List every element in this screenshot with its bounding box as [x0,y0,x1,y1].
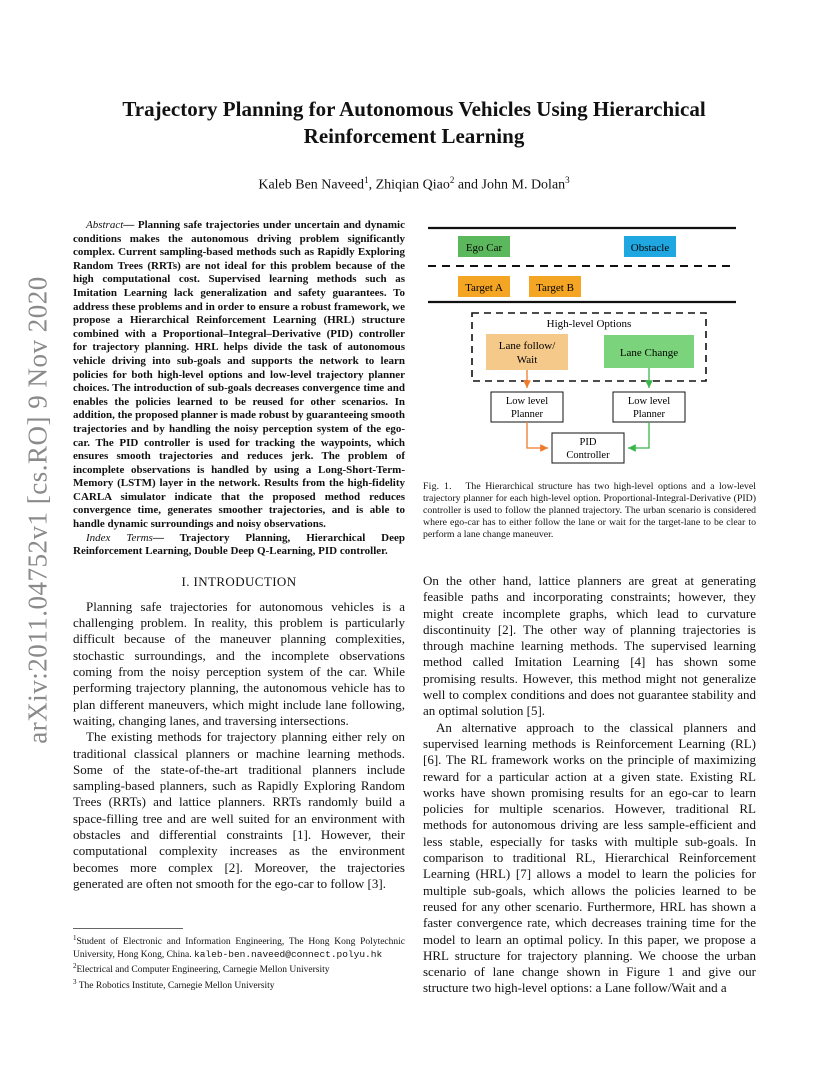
paragraph: An alternative approach to the classical planners and supervised learning methods is Reinforcement Learning (RL) [6]. The RL framework works on the principle of maximizing reward for a particular action at a given state. Existing RL works have shown promising results for an ego-car to learn policies for multiple scenarios. However, traditional RL methods for autonomous driving are less sample-efficient and less stable, especially for tasks with multiple sub-goals. In comparison to traditional RL, Hierarchical Reinforcement Learning (HRL) [7] allows a model to learn the policies for multiple sub-goals, which allows the policies learned to be reused for any other scenario. Furthermore, HRL has shown a faster convergence rate, which decreases training time for the model to learn an optimal policy. In this paper, we propose a HRL structure for trajectory planning. We choose the urban scenario of lane change shown in Figure 1 and give our structure two high-level options: a Lane follow/Wait and a [423,719,756,996]
arrow-right-to-pid [628,422,649,448]
author-affiliation: 2 [449,175,455,185]
right-column [423,573,756,997]
author-separator: , [368,177,376,193]
pid-line1: PID [579,437,597,448]
target-b-box [529,276,581,297]
footnote-marker: 2 [73,962,77,971]
paragraph: The existing methods for trajectory planning either rely on traditional classical planners or machine learning methods. Some of the state-of-the-art traditional planners include sampling-based planners, such as Rapidly Exploring Random Trees (RRTs) and lattice planners. RRTs randomly build a space-filling tree and are well suited for an environment with obstacles and differential constraints [1]. However, their computational complexity increases as the environment becomes more complex [2]. Moreover, the trajectories generated are often not smooth for the ego-car to follow [3]. [73,729,405,891]
pid-controller-box [552,433,624,463]
target-b-label: Target B [536,282,574,294]
abstract-text: Planning safe trajectories under uncertain and dynamic conditions makes the autonomous driving problem significantly complex. Current sampling-based methods such as Rapidly Exploring Random Trees (RRTs) are not ideal for this problem because of the high computational cost. Supervised learning methods such as Imitation Learning lack generalization and safety guarantees. To address these problems and in order to ensure a robust framework, we propose a Hierarchical Reinforcement Learning (HRL) structure combined with a Proportional–Integral–Derivative (PID) controller for trajectory planning. HRL helps divide the task of autonomous vehicle driving into sub-goals and supports the network to learn policies for both high-level options and low-level trajectory planner choices. The introduction of sub-goals decreases convergence time and enables the policies learned to be reused for other scenarios. In addition, the proposed planner is made robust by guaranteeing smooth trajectories and by handling the noisy perception system of the ego-car. The PID controller is used for tracking the waypoints, which ensures smooth trajectories and reduces jerk. The problem of incomplete observations is handled by using a Long-Short-Term-Memory (LSTM) layer in the network. Results from the high-fidelity CARLA simulator indicate that the proposed method reduces convergence time, generates smoother trajectories, and is able to handle dynamic surroundings and noisy observations. [73,219,405,531]
high-level-options-label: High-level Options [546,318,632,330]
arrow-left-to-pid [527,422,548,448]
footnote-2 [73,961,405,977]
target-a-label: Target A [465,282,503,294]
paragraph: Planning safe trajectories for autonomous vehicles is a challenging problem. In reality, this problem is particularly difficult because of the maneuver planning complexities, stochastic surroundings, and the incomplete observations coming from the noisy perception system of the car. While performing trajectory planning, the autonomous vehicle has to plan different maneuvers, which might include lane following, waiting, changing lanes, and traversing intersections. [73,598,405,728]
planner-right-line1: Low level [627,396,671,407]
left-body [73,599,405,892]
lane-change-label: Lane Change [619,347,679,359]
figure-caption [423,481,756,541]
footnote-text: The Robotics Institute, Carnegie Mellon University [78,981,275,992]
author-affiliation: 3 [565,175,570,185]
authors [80,171,748,195]
author-name: Zhiqian Qiao [375,177,450,193]
author-separator: and [454,177,482,193]
ego-car-box [458,236,510,257]
caption-label: Fig. 1. [423,481,452,492]
abstract [73,219,405,532]
index-terms-dash: — [152,531,180,544]
lane-follow-box [486,334,568,370]
author-name: Kaleb Ben Naveed [258,177,365,193]
lane-change-box [604,335,694,368]
obstacle-label: Obstacle [630,242,670,254]
hierarchy-diagram [428,222,750,472]
footnote-text: Electrical and Computer Engineering, Carnegie Mellon University [76,965,330,976]
footnotes [73,928,405,993]
footnote-marker: 1 [73,934,77,942]
figure-1 [428,222,750,472]
lane-follow-label-line1: Lane follow/ [498,340,556,352]
author-affiliation: 1 [364,175,369,185]
arxiv-stamp: arXiv:2011.04752v1 [cs.RO] 9 Nov 2020 [22,276,53,744]
abstract-label: Abstract [86,219,124,231]
footnote-marker: 3 [73,978,77,987]
paragraph: On the other hand, lattice planners are great at generating feasible paths and incorporating constraints; however, they might create incomplete graphs, which lead to curvature discontinuity [2]. The other way of planning trajectories is through machine learning methods. The supervised learning method called Imitation Learning [4] has shown some promising results. However, this method might not generalize well to complex conditions and does not guarantee stability and an optimal solution [5]. [423,573,756,719]
low-level-planner-left [491,392,563,422]
planner-right-line2: Planner [632,409,666,420]
index-terms [73,532,405,559]
low-level-planner-right [613,392,685,422]
section-heading: I. INTRODUCTION [181,573,297,589]
footnote-1 [73,933,405,961]
planner-left-line1: Low level [505,396,549,407]
abstract-dash: — [123,219,138,231]
paper-title: Trajectory Planning for Autonomous Vehicles Using Hierarchical Reinforcement Learning [122,97,706,148]
planner-left-line2: Planner [510,409,544,420]
index-terms-label: Index Terms [86,531,153,544]
obstacle-box [624,236,676,257]
lane-follow-label-line2: Wait [516,354,538,366]
pid-line2: Controller [566,450,610,461]
author-name: John M. Dolan [481,177,566,193]
caption-text: The Hierarchical structure has two high-level options and a low-level trajectory planner for each high-level option. Proportional-Integral-Derivative (PID) controller is used to follow the planned trajectory. The urban scenario is considered where ego-car has to either follow the lane or wait for the target-lane to be clear to perform a lane change maneuver. [423,481,756,541]
footnote-text: Student of Electronic and Information Engineering, The Hong Kong Polytechnic University, Hong Kong, China. [73,937,405,960]
ego-car-label: Ego Car [465,242,503,254]
author-email[interactable]: kaleb-ben.naveed@connect.polyu.hk [194,948,383,960]
left-column [73,219,405,892]
footnote-rule [73,928,183,929]
index-terms-text: Trajectory Planning, Hierarchical Deep Reinforcement Learning, Double Deep Q-Learning, PID controller. [73,531,405,558]
footnote-3 [73,977,405,993]
target-a-box [458,276,510,297]
